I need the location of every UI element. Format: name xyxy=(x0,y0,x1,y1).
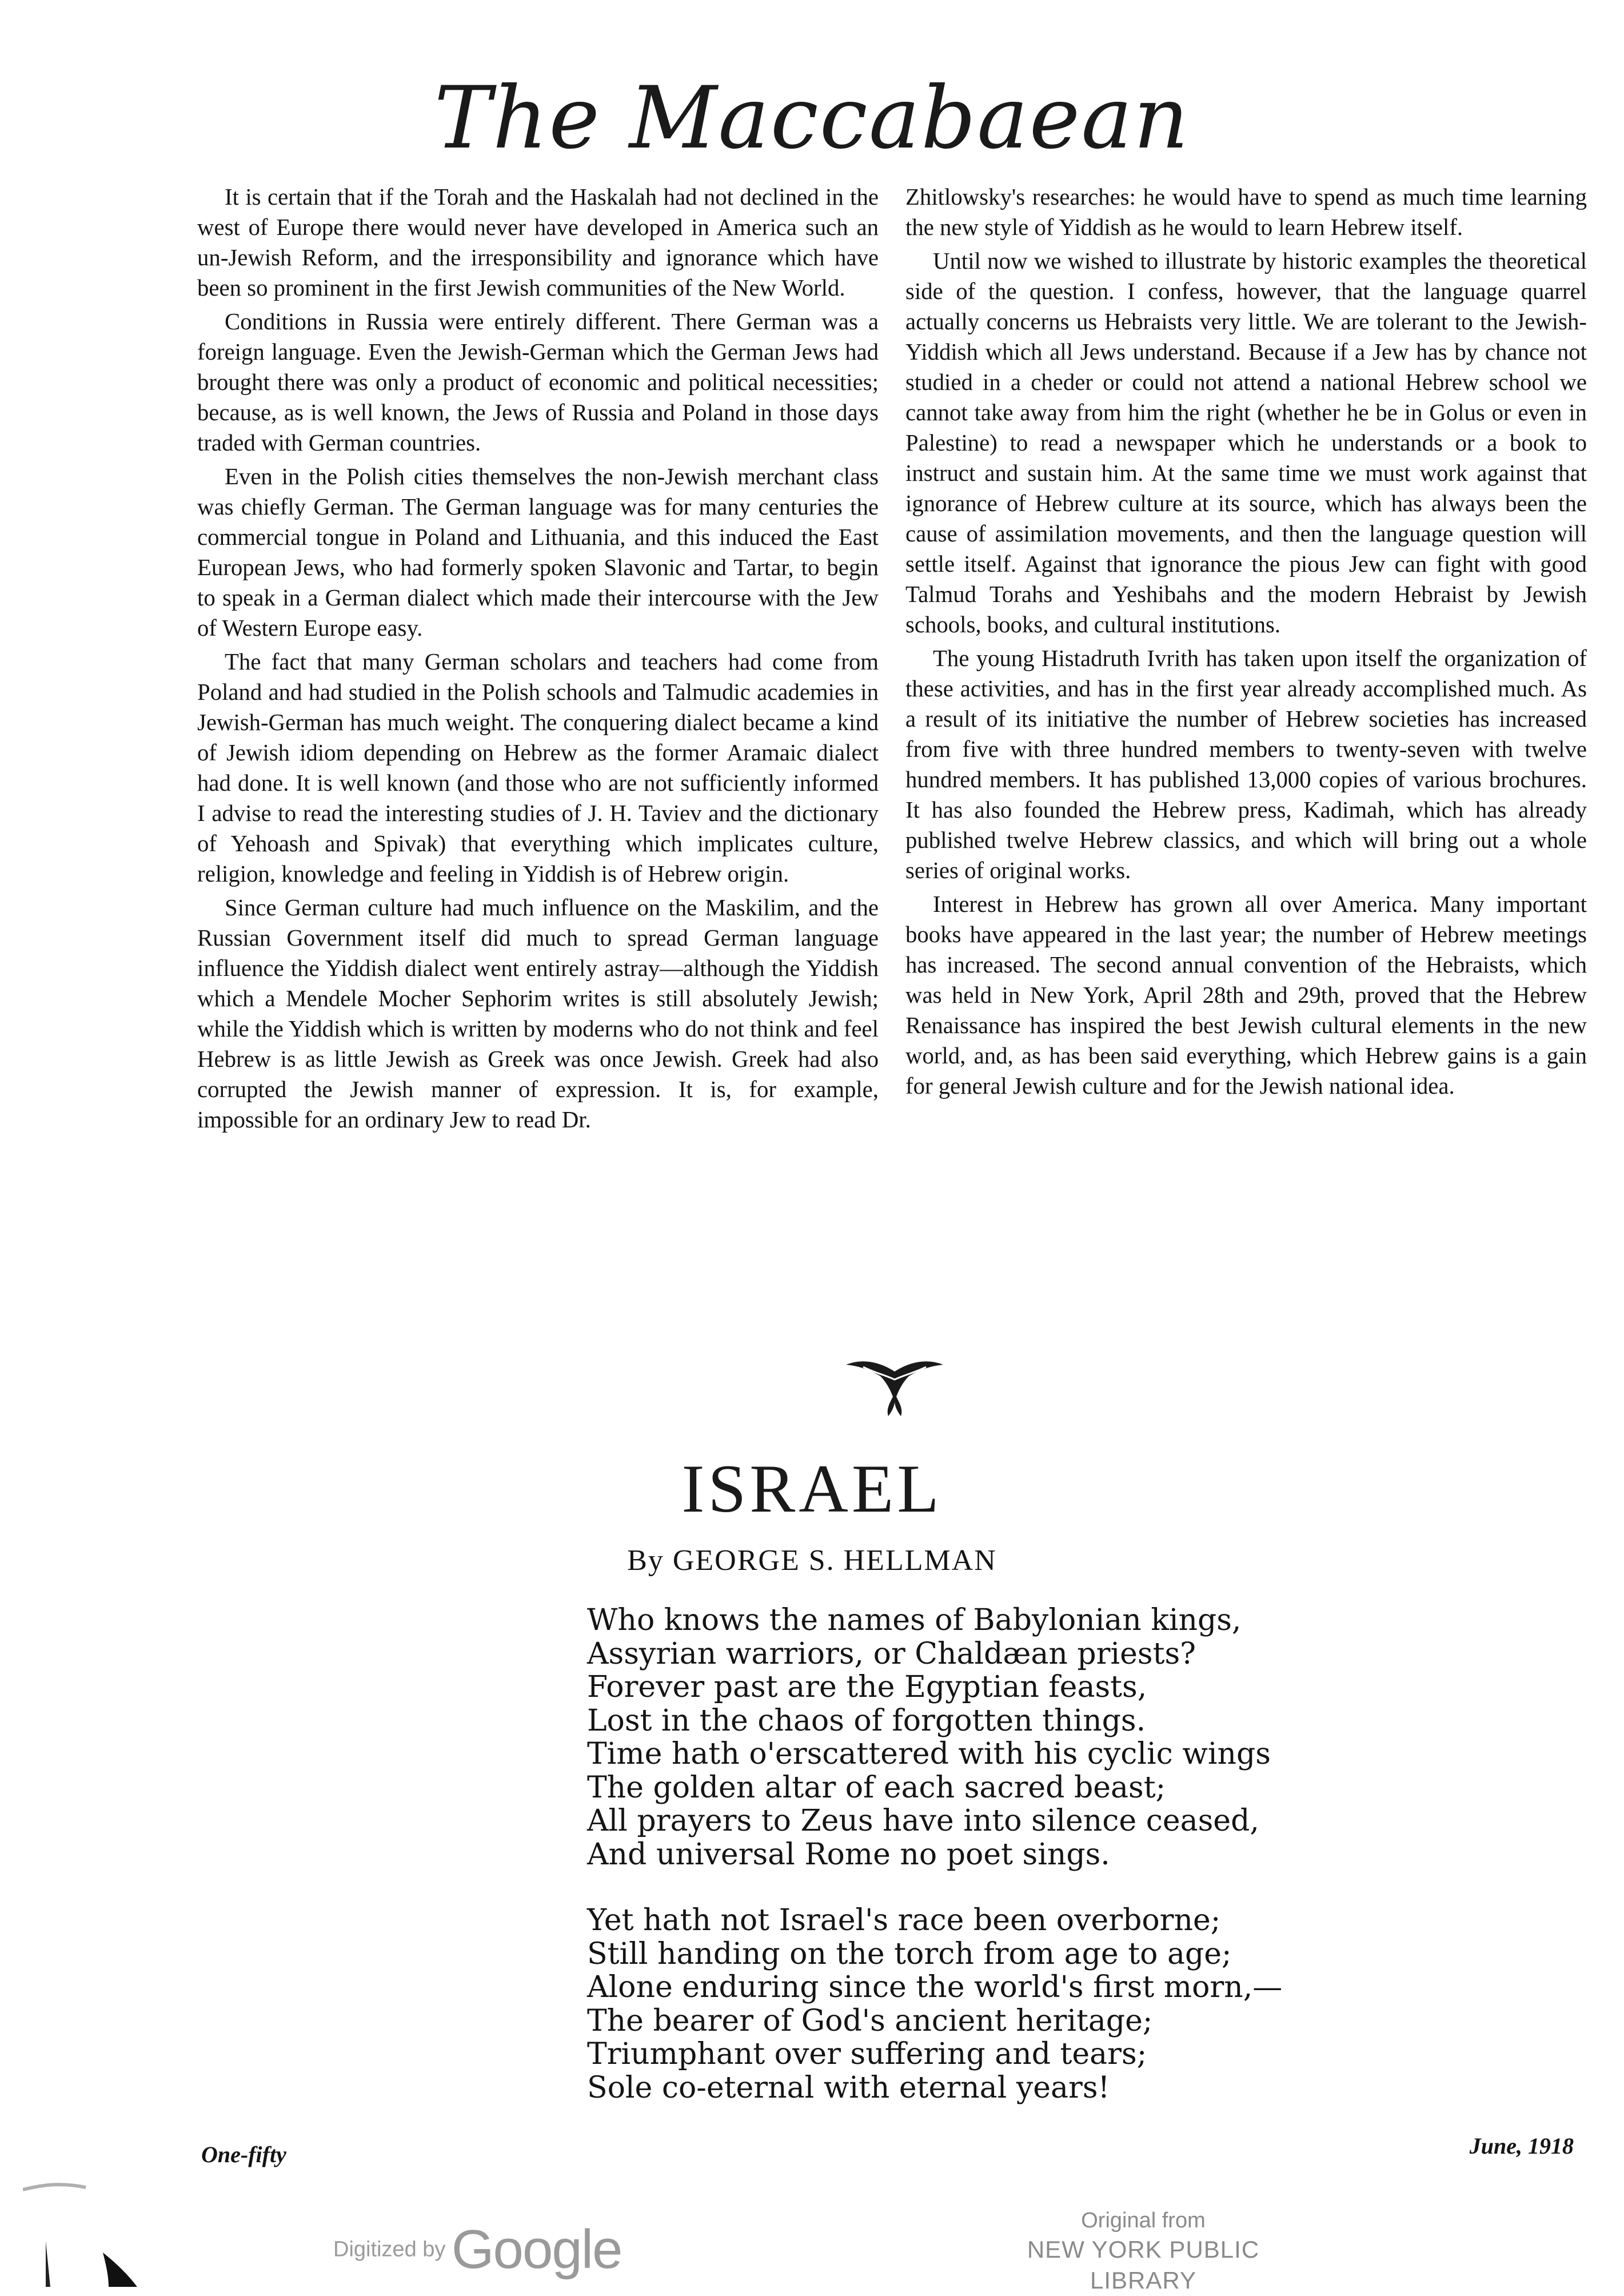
paragraph: It is certain that if the Torah and the Haskalah had not declined in the west of Europe there would never have developed in America such an un-Jewish Reform, and the irresponsibility and ignorance which have been so prominent in the first Jewish communities of the New World. xyxy=(197,184,879,301)
paragraph: Until now we wished to illustrate by historic examples the theoretical side of the question. I confess, however, that the language quarrel actually concerns us Hebraists very little. We are tolerant to the Jewish-Yiddish which all Jews understand. Because if a Jew has by chance not studied in a cheder or could not attend a national Hebrew school we cannot take away from him the right (whether he be in Golus or even in Palestine) to read a newspaper which he understands or a book to instruct and sustain him. At the same time we must work against that ignorance of Hebrew culture at its source, which has always been the cause of assimilation movements, and then the language question will settle itself. Against that ignorance the pious Jew can fight with good Talmud Torahs and Yeshibahs and the modern Hebraist by Jewish schools, books, and cultural institutions. xyxy=(905,248,1587,637)
original-from-watermark xyxy=(972,2207,1315,2296)
poem-stanza-2 xyxy=(587,1904,1387,2104)
right-column xyxy=(905,182,1587,1105)
poem-line: Who knows the names of Babylonian kings, xyxy=(587,1603,1242,1637)
poem-line: Triumphant over suffering and tears; xyxy=(587,2037,1147,2071)
poem-title: ISRAEL xyxy=(681,1450,943,1526)
poem-line: Lost in the chaos of forgotten things. xyxy=(587,1703,1146,1738)
issue-date: June, 1918 xyxy=(1469,2133,1574,2159)
digitized-by-watermark xyxy=(333,2218,621,2281)
paragraph: Interest in Hebrew has grown all over America. Many important books have appeared in the last year; the number of Hebrew meetings has increased. The second annual convention of the Hebraists, which was held in New York, April 28th and 29th, proved that the Hebrew Renaissance has inspired the best Jewish cultural elements in the new world, and, as has been said everything, which Hebrew gains is a gain for general Jewish culture and for the Jewish national idea. xyxy=(905,891,1587,1099)
poem-line: Forever past are the Egyptian feasts, xyxy=(587,1670,1147,1704)
poem-line: And universal Rome no poet sings. xyxy=(587,1837,1110,1872)
poem-line: Still handing on the torch from age to age; xyxy=(587,1936,1232,1971)
poem-line: Time hath o'erscattered with his cyclic wings xyxy=(587,1737,1271,1771)
left-column xyxy=(197,182,879,1138)
google-logo: Google xyxy=(451,2219,622,2280)
paragraph-continuation: Zhitlowsky's researches: he would have to spend as much time learning the new style of Yiddish as he would to learn Hebrew itself. xyxy=(905,184,1587,240)
paragraph: The young Histadruth Ivrith has taken upon itself the organization of these activities, and has in the first year already accomplished much. As a result of its initiative the number of Hebrew societies has increased from five with three hundred members to twenty-seven with twelve hundred members. It has published 13,000 copies of various brochures. It has also founded the Hebrew press, Kadimah, which has already published twelve Hebrew classics, and which will bring out a whole series of original works. xyxy=(905,645,1587,883)
fleuron-ornament-icon xyxy=(840,1352,949,1421)
digitized-by-label: Digitized by xyxy=(333,2237,446,2262)
paragraph: The fact that many German scholars and teachers had come from Poland and had studied in the Polish schools and Talmudic academies in Jewish-German has much weight. The conquering dialect became a kind of Jewish idiom depending on Hebrew as the former Aramaic dialect had done. It is well known (and those who are not sufficiently informed I advise to read the interesting studies of J. H. Taviev and the dictionary of Yehoash and Spivak) that everything which implicates culture, religion, knowledge and feeling in Yiddish is of Hebrew origin. xyxy=(197,649,879,887)
poem-line: Assyrian warriors, or Chaldæan priests? xyxy=(587,1636,1196,1671)
poem-line: All prayers to Zeus have into silence ceased, xyxy=(587,1804,1259,1838)
poem-line: The bearer of God's ancient heritage; xyxy=(587,2003,1153,2038)
paragraph: Conditions in Russia were entirely different. There German was a foreign language. Even the Jewish-German which the German Jews had brought there was only a product of economic and political necessities; because, as is well known, the Jews of Russia and Poland in those days traded with German countries. xyxy=(197,309,879,456)
poem-line: Yet hath not Israel's race been overborne; xyxy=(587,1903,1221,1938)
poem-stanza-1 xyxy=(587,1604,1387,1871)
poem-byline: By GEORGE S. HELLMAN xyxy=(627,1544,997,1577)
scan-edge-mark-icon xyxy=(23,2167,171,2287)
poem-line: The golden altar of each sacred beast; xyxy=(587,1770,1166,1805)
original-from-label: Original from xyxy=(1081,2209,1206,2233)
paragraph: Even in the Polish cities themselves the non-Jewish merchant class was chiefly German. The German language was for many centuries the commercial tongue in Poland and Lithuania, and this induced the East European Jews, who had formerly spoken Slavonic and Tartar, to begin to speak in a German dialect which made their intercourse with the Jew of Western Europe easy. xyxy=(197,464,879,641)
paragraph: Since German culture had much influence on the Maskilim, and the Russian Government itself did much to spread German language influence the Yiddish dialect went entirely astray—although the Yiddish which a Mendele Mocher Sephorim writes is still absolutely Jewish; while the Yiddish which is written by moderns who do not think and feel Hebrew is as little Jewish as Greek was once Jewish. Greek had also corrupted the Jewish manner of expression. It is, for example, impossible for an ordinary Jew to read Dr. xyxy=(197,895,879,1133)
library-name: NEW YORK PUBLIC LIBRARY xyxy=(1027,2236,1260,2294)
poem-line: Sole co-eternal with eternal years! xyxy=(587,2070,1110,2105)
poem-line: Alone enduring since the world's first morn,— xyxy=(587,1970,1283,2004)
page-number: One-fifty xyxy=(201,2142,286,2167)
masthead-title: The Maccabaean xyxy=(434,69,1190,168)
